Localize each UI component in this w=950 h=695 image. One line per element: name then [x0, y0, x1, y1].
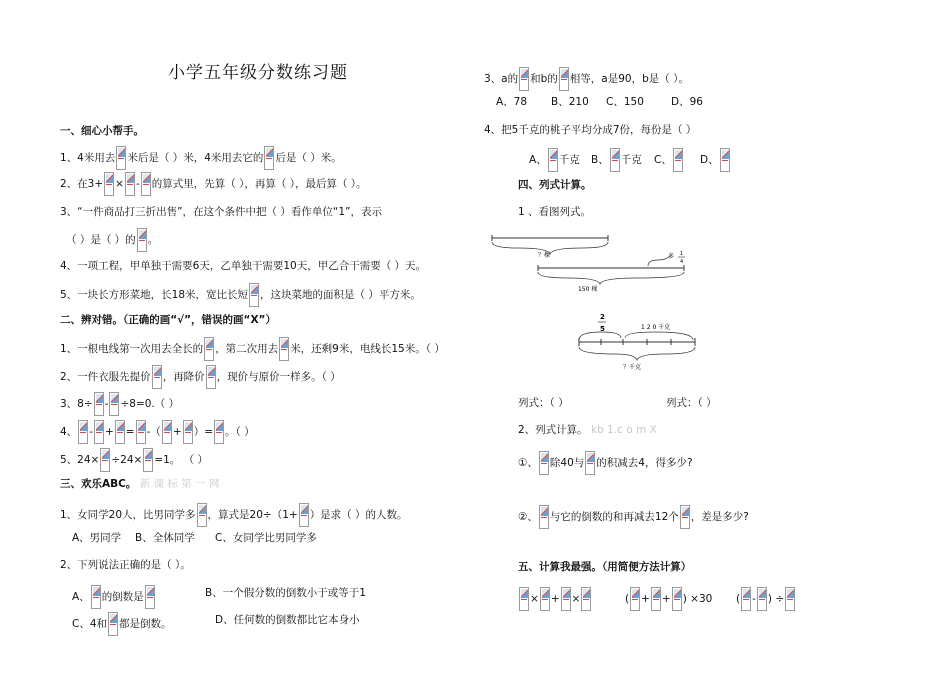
- fraction-image: [630, 587, 640, 611]
- q3-3-option-d: D、96: [671, 96, 703, 108]
- q1-1-text-a: 1、4米用去: [60, 152, 116, 164]
- q2-3-text-c: ÷8=0.（ ）: [120, 398, 180, 410]
- diagram-2-frac-num: 2: [600, 313, 605, 321]
- q3-2-opt-c-text-2: 都是倒数。: [119, 618, 172, 630]
- calc-2-op-a: (: [625, 593, 630, 605]
- calc-2-op-b: +: [641, 593, 650, 605]
- q2-4-text-a: 4、: [60, 426, 78, 438]
- q2-4-text-d: =: [125, 426, 135, 438]
- q3-4-opt-a-unit: 千克: [558, 154, 580, 166]
- question-2-4: [60, 420, 255, 444]
- q4-2a-label: ①、: [518, 457, 538, 469]
- q3-2-option-d: D、任何数的倒数都比它本身小: [215, 614, 360, 626]
- fraction-image: [561, 587, 571, 611]
- question-4-1: 1 、看图列式。: [518, 206, 592, 218]
- question-3-1: [60, 503, 408, 527]
- fraction-image: [581, 587, 591, 611]
- fraction-image: [540, 587, 550, 611]
- calc-3-op-a: (: [736, 593, 741, 605]
- q3-1-option-c: C、女同学比男同学多: [215, 532, 317, 544]
- q3-4-option-d: [700, 148, 731, 172]
- q3-1-option-a: A、男同学: [72, 532, 122, 544]
- fraction-image: [116, 146, 126, 170]
- q3-2-opt-a-text-2: 的倒数是: [101, 591, 144, 603]
- q2-2-text-a: 2、一件衣服先提价: [60, 371, 151, 383]
- diagram-2-given: 1 2 0 千克: [641, 324, 671, 331]
- q3-1-text-a: 1、女同学20人，比男同学多: [60, 509, 196, 521]
- fraction-image: [651, 587, 661, 611]
- question-3-4: 4、把5千克的桃子平均分成7份，每份是（ ）: [484, 124, 697, 136]
- question-1-2: [60, 172, 367, 196]
- page-title: 小学五年级分数练习题: [168, 63, 348, 83]
- fraction-image: [519, 67, 529, 91]
- q3-1-option-b: B、全体同学: [135, 532, 195, 544]
- q4-2b-text-c: ，差是多少?: [690, 511, 749, 523]
- q3-2-opt-c-text-1: C、4和: [72, 618, 108, 630]
- section-2-heading: 二、辨对错。（正确的画“√”，错误的画“X”）: [60, 314, 276, 326]
- diagram-1-more-label: 多: [668, 253, 675, 260]
- q3-1-text-b: ，算式是20÷（1+: [207, 509, 298, 521]
- question-1-1: [60, 146, 342, 170]
- fraction-image: [94, 420, 104, 444]
- question-1-5: [60, 283, 421, 307]
- calc-1-op-a: ×: [530, 593, 539, 605]
- fraction-image: [152, 365, 162, 389]
- fraction-image: [137, 228, 147, 252]
- question-4-2: 2、列式计算。: [518, 424, 588, 436]
- fraction-image: [785, 587, 795, 611]
- q3-2-option-a: [72, 585, 156, 609]
- q2-1-text-b: ，第二次用去: [215, 343, 279, 355]
- fraction-image: [673, 148, 683, 172]
- fraction-image: [204, 337, 214, 361]
- question-2-5: [60, 448, 208, 472]
- fraction-image: [249, 283, 259, 307]
- q2-5-text-c: =1。 （ ）: [154, 454, 208, 466]
- q1-2-text-c: -: [135, 178, 140, 190]
- diagram-1-frac-num: 1: [680, 251, 684, 257]
- calc-3-op-c: ) ÷: [767, 593, 785, 605]
- fraction-image: [757, 587, 767, 611]
- q2-4-text-c: +: [104, 426, 114, 438]
- diagram-2-frac-den: 5: [600, 325, 605, 333]
- fraction-image: [104, 172, 114, 196]
- q2-4-text-e: -（: [146, 426, 161, 438]
- question-1-3-line-1: 3、“一件商品打三折出售”，在这个条件中把（ ）看作单位“1”，表示: [60, 206, 382, 218]
- q3-4-option-c: [654, 148, 684, 172]
- q1-1-text-c: 后是（ ）米。: [275, 152, 342, 164]
- calc-2-op-d: ) ×30: [682, 593, 713, 605]
- fraction-image: [264, 146, 274, 170]
- q1-1-text-b: 米后是（ ）米，4米用去它的: [127, 152, 264, 164]
- q1-2-text-a: 2、在3+: [60, 178, 104, 190]
- question-2-3: [60, 392, 179, 416]
- q3-4-opt-d-label: D、: [700, 154, 719, 166]
- q4-2b-label: ②、: [518, 511, 538, 523]
- q3-2-opt-a-text-1: A、: [72, 591, 90, 603]
- question-4-2-b: [518, 505, 749, 529]
- fraction-image: [720, 148, 730, 172]
- q3-2-option-c: [72, 612, 172, 636]
- calc-expression-2: [625, 587, 712, 611]
- calc-2-op-c: +: [661, 593, 671, 605]
- q3-4-option-b: [591, 148, 642, 172]
- q3-4-opt-b-unit: 千克: [620, 154, 642, 166]
- fraction-image: [108, 612, 118, 636]
- calc-expression-1: [518, 587, 592, 611]
- question-1-4: 4、一项工程，甲单独干需要6天，乙单独干需要10天，甲乙合干需要（ ）天。: [60, 260, 427, 272]
- q3-3-option-b: B、210: [551, 96, 589, 108]
- fraction-image: [559, 67, 569, 91]
- q3-3-option-a: A、78: [496, 96, 528, 108]
- watermark-text-2: kb 1.c o m X: [591, 424, 657, 436]
- fraction-image: [197, 503, 207, 527]
- q2-4-text-h: 。（ ）: [225, 426, 255, 438]
- q2-1-text-c: 米，还剩9米，电线长15米。（ ）: [290, 343, 445, 355]
- question-1-3-line-2: [66, 228, 158, 252]
- formula-blank-1[interactable]: 列式：（ ）: [518, 397, 569, 409]
- section-4-heading: 四、列式计算。: [518, 179, 592, 191]
- q2-4-text-b: -: [89, 426, 93, 438]
- question-4-2-a: [518, 451, 693, 475]
- section-1-heading: 一、细心小帮手。: [60, 125, 144, 137]
- fraction-image: [100, 448, 110, 472]
- fraction-image: [91, 585, 101, 609]
- fraction-image: [585, 451, 595, 475]
- q3-3-text-c: 相等，a是90，b是（ ）。: [569, 73, 689, 85]
- watermark-text: 新 课 标 第 一 网: [139, 478, 220, 490]
- fraction-image: [125, 172, 135, 196]
- fraction-image: [162, 420, 172, 444]
- fraction-image: [136, 420, 146, 444]
- q2-5-text-a: 5、24×: [60, 454, 100, 466]
- fraction-image: [672, 587, 682, 611]
- question-2-2: [60, 365, 341, 389]
- calc-3-op-b: -: [752, 593, 756, 605]
- calc-1-op-b: +: [550, 593, 560, 605]
- q2-1-text-a: 1、一根电线第一次用去全长的: [60, 343, 204, 355]
- fraction-image: [548, 148, 558, 172]
- diagram-2-question: ？千克: [623, 364, 642, 371]
- q1-5-text-a: 5、一块长方形菜地，长18米，宽比长短: [60, 289, 249, 301]
- q1-2-text-d: 的算式里，先算（ ），再算（ ），最后算（ ）。: [151, 178, 367, 190]
- fraction-image: [94, 392, 104, 416]
- diagram-1-frac-den: 4: [680, 259, 684, 265]
- fraction-image: [539, 505, 549, 529]
- fraction-image: [279, 337, 289, 361]
- q2-4-text-f: +: [172, 426, 182, 438]
- fraction-image: [143, 448, 153, 472]
- fraction-image: [539, 451, 549, 475]
- q3-3-text-b: 和b的: [530, 73, 558, 85]
- q2-2-text-c: ，现价与原价一样多。（ ）: [216, 371, 341, 383]
- q3-4-opt-a-label: A、: [529, 154, 547, 166]
- fraction-image: [741, 587, 751, 611]
- question-2-1: [60, 337, 445, 361]
- q2-5-text-b: ÷24×: [111, 454, 143, 466]
- q3-4-option-a: [529, 148, 580, 172]
- q3-1-text-c: ）是求（ ）的人数。: [309, 509, 408, 521]
- q2-3-text-b: -: [104, 398, 109, 410]
- diagram-1-total: 150 棵: [578, 286, 598, 293]
- diagram-1-question: ？棵: [538, 252, 551, 259]
- q3-4-opt-b-label: B、: [591, 154, 609, 166]
- fraction-image: [78, 420, 88, 444]
- fraction-image: [680, 505, 690, 529]
- q1-5-text-b: ，这块菜地的面积是（ ）平方米。: [260, 289, 421, 301]
- q2-4-text-g: ）=: [193, 426, 214, 438]
- question-3-2: 2、下列说法正确的是（ ）。: [60, 559, 191, 571]
- section-3-heading-row: [60, 477, 219, 491]
- q1-3-text-c: 。: [147, 234, 159, 246]
- q1-3-text-b: （ ）是（ ）的: [66, 234, 136, 246]
- fraction-image: [109, 392, 119, 416]
- section-5-heading: 五、计算我最强。（用简便方法计算）: [518, 561, 692, 573]
- calc-1-op-c: ×: [571, 593, 581, 605]
- fraction-image: [206, 365, 216, 389]
- calc-expression-3: [736, 587, 796, 611]
- question-3-3: [484, 67, 689, 91]
- q4-2a-text-b: 除40与: [549, 457, 585, 469]
- line-diagram-1: [488, 228, 688, 300]
- fraction-image: [519, 587, 529, 611]
- fraction-image: [299, 503, 309, 527]
- section-3-heading: 三、欢乐ABC。: [60, 478, 137, 490]
- q3-4-opt-c-label: C、: [654, 154, 672, 166]
- q3-2-option-b: B、一个假分数的倒数小于或等于1: [205, 587, 366, 599]
- q3-3-option-c: C、150: [606, 96, 644, 108]
- q1-2-text-b: ×: [115, 178, 124, 190]
- q4-2a-text-c: 的积减去4，得多少?: [596, 457, 693, 469]
- formula-blank-2[interactable]: 列式：（ ）: [666, 397, 717, 409]
- fraction-image: [183, 420, 193, 444]
- fraction-image: [214, 420, 224, 444]
- fraction-image: [145, 585, 155, 609]
- question-4-2-row: [518, 423, 657, 437]
- fraction-image: [141, 172, 151, 196]
- q2-3-text-a: 3、8÷: [60, 398, 93, 410]
- fraction-image: [610, 148, 620, 172]
- fraction-image: [115, 420, 125, 444]
- q3-3-text-a: 3、a的: [484, 73, 519, 85]
- q2-2-text-b: ，再降价: [162, 371, 205, 383]
- line-diagram-2: [575, 310, 700, 376]
- q4-2b-text-b: 与它的倒数的和再减去12个: [549, 511, 679, 523]
